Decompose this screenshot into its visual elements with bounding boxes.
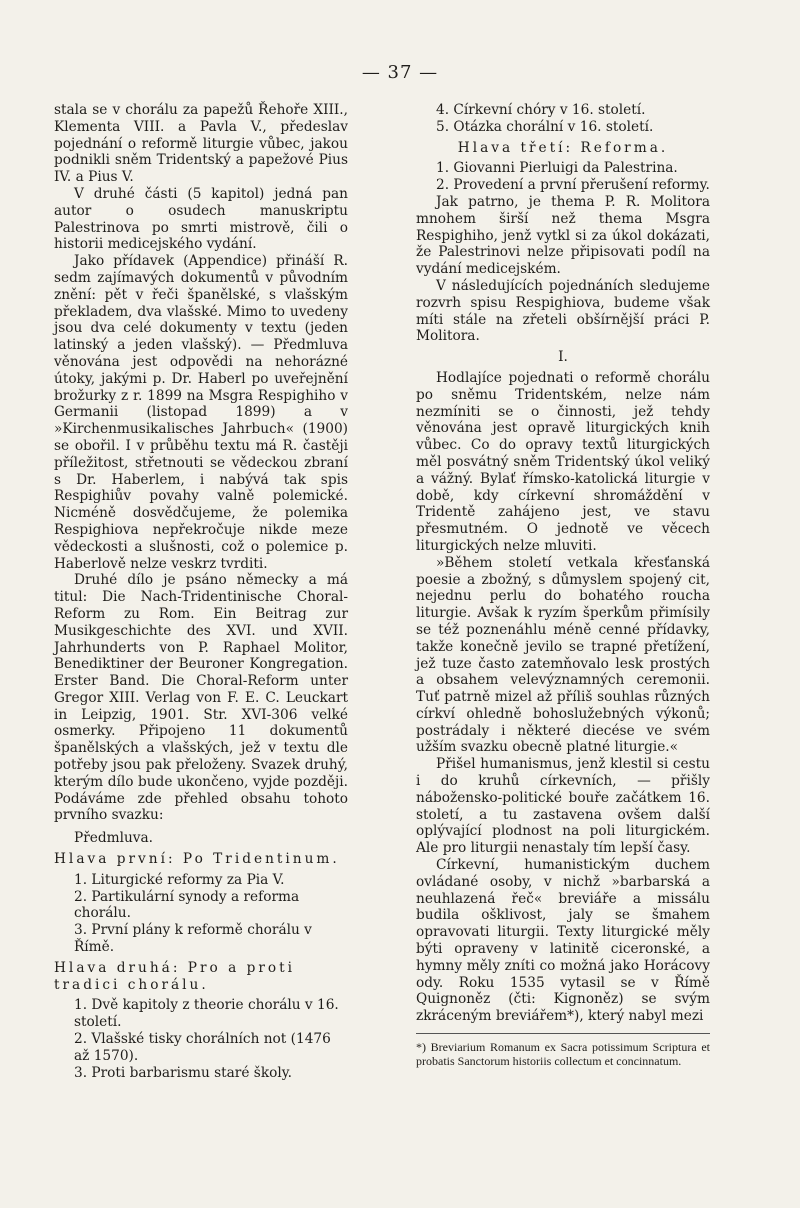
left-column (54, 102, 348, 1081)
paragraph: Předmluva. (74, 830, 154, 847)
paragraph: Přišel humanismus, jenž klestil si cestu i do kruhů církevních, — přišly nábožensko-politické bouře začátkem 16. století, a tu zastavena ovšem další oplývající plodnost na poli liturgickém. Ale pro liturgii nenastaly tím lepší časy. (416, 756, 710, 857)
contents-item: 3. Proti barbarismu staré školy. (74, 1064, 292, 1081)
paragraph: Jak patrno, je thema P. R. Molitora mnohem širší než thema Msgra Respighiho, jenž vytkl si za úkol dokázati, že Palestrinovi nelze připisovati podíl na vydání medicejském. (416, 193, 710, 278)
contents-item: 1. Giovanni Pierluigi da Palestrina. (436, 160, 678, 177)
contents-item: 1. Liturgické reformy za Pia V. (74, 871, 285, 888)
paragraph: stala se v chorálu za papežů Řehoře XIII., Klementa VIII. a Pavla V., předeslav pojednání o reformě liturgie vůbec, jakou podnikli sněm Tridentský a papežové Pius IV. a Pius V. (54, 102, 348, 186)
contents-item: 2. Partikulární synody a reforma chorálu. (74, 888, 300, 922)
paragraph: Jako přídavek (Appendice) přináší R. sedm zajímavých dokumentů v původním znění: pět v řeči španělské, s vlašským překladem, dva vlašské. Mimo to uvedeny jsou dva celé dokumenty v textu (jeden latinský a jeden vlašský). — Předmluva věnována jest odpovědi na nehorázné útoky, jakými p. Dr. Haberl po uveřejnění brožurky z r. 1899 na Msgra Respighiho v Germanii (listopad 1899) a v »Kirchenmusikalisches Jahrbuch« (1900) se obořil. I v průběhu textu má R. častěji příležitost, střetnouti se vědeckou zbraní s Dr. Haberlem, i nabývá tak spis Respighiův povahy valně polemické. Nicméně dosvědčujeme, že polemika Respighiova nepřekročuje nikde meze vědeckosti a slušnosti, což o polemice p. Haberlově nelze veskrz tvrditi. (54, 253, 348, 572)
chapter-heading: Hlava první: Po Tridentinum. (54, 851, 340, 868)
paragraph: Druhé dílo je psáno německy a má titul: Die Nach-Tridentinische Choral-Reform zu Rom. Ein Beitrag zur Musikgeschichte des XVI. und XVII. Jahrhunderts von P. Raphael Molitor, Benediktiner der Beuroner Kongregation. Erster Band. Die Choral-Reform unter Gregor XIII. Verlag von F. E. C. Leuckart in Leipzig, 1901. Str. XVI-306 velké osmerky. Připojeno 11 dokumentů španělských a vlašských, jež v textu dle potřeby jsou pak přeloženy. Svazek druhý, kterým dílo bude ukončeno, vyjde později. Podáváme zde přehled obsahu tohoto prvního svazku: (54, 572, 348, 824)
footnote: *) Breviarium Romanum ex Sacra potissimum Scriptura et probatis Sanctorum historiis collectum et concinnatum. (416, 1033, 710, 1068)
page-number: — 37 — (361, 62, 439, 83)
contents-item: 2. Provedení a první přerušení reformy. (436, 177, 710, 194)
contents-item: 4. Církevní chóry v 16. století. (436, 102, 646, 118)
contents-item: 2. Vlašské tisky chorálních not (1476 až 1570). (74, 1031, 331, 1064)
chapter-heading: Hlava druhá: Pro a proti tradici chorálu. (54, 959, 296, 993)
paragraph: Hodlajíce pojednati o reformě chorálu po sněmu Tridentském, nelze nám nezmíniti se o činnosti, jež tehdy věnována jest opravě liturgických knih vůbec. Co do opravy textů liturgických měl posvátný sněm Tridentský úkol veliký a vážný. Bylať římsko-katolická liturgie v době, kdy církevní shromáždění v Tridentě zahájeno jest, ve stavu přesmutném. O jednotě ve věcech liturgických nelze mluviti. (416, 369, 710, 554)
section-numeral: I. (558, 349, 568, 366)
right-column (416, 102, 710, 1068)
paragraph: »Během století vetkala křesťanská poesie a zbožný, s důmyslem spojený cit, nejednu perlu do bohatého roucha liturgie. Avšak k ryzím šperkům přimísily se též poznenáhlu méně cenné přídavky, takže konečně jevilo se trapné přetížení, jež tuze často zatemňovalo lesk prostých a obsahem velevýznamných ceremonii. Tuť patrně mizel až příliš souhlas různých církví ohledně bohoslužebných výkonů; postrádaly i některé diecése ve svém užším svazku obecně platné liturgie.« (416, 554, 710, 756)
paragraph: V druhé části (5 kapitol) jedná pan autor o osudech manuskriptu Palestrinova po smrti mistrově, čili o historii medicejského vydání. (54, 185, 348, 253)
contents-item: 3. První plány k reformě chorálu v Římě. (74, 922, 312, 956)
contents-item: 1. Dvě kapitoly z theorie chorálu v 16. století. (74, 997, 339, 1031)
paragraph: Církevní, humanistickým duchem ovládané osoby, v nichž »barbarská a neuhlazená řeč« breviáře a missálu budila ošklivost, jaly se šmahem opravovati liturgii. Texty liturgické měly býti opraveny v latinitě ciceronské, a hymny měly zníti co možná jako Horácovy ody. Roku 1535 vytasil se v Římě Quignoněz (čti: Kignoněz) se svým zkráceným breviářem*), který nabyl mezi (416, 857, 710, 1025)
chapter-heading: Hlava třetí: Reforma. (457, 139, 669, 156)
contents-item: 5. Otázka chorální v 16. století. (436, 118, 654, 135)
paragraph: V následujících pojednáních sledujeme rozvrh spisu Respighiova, budeme však míti stále na zřeteli obšírnější práci P. Molitora. (416, 277, 710, 345)
